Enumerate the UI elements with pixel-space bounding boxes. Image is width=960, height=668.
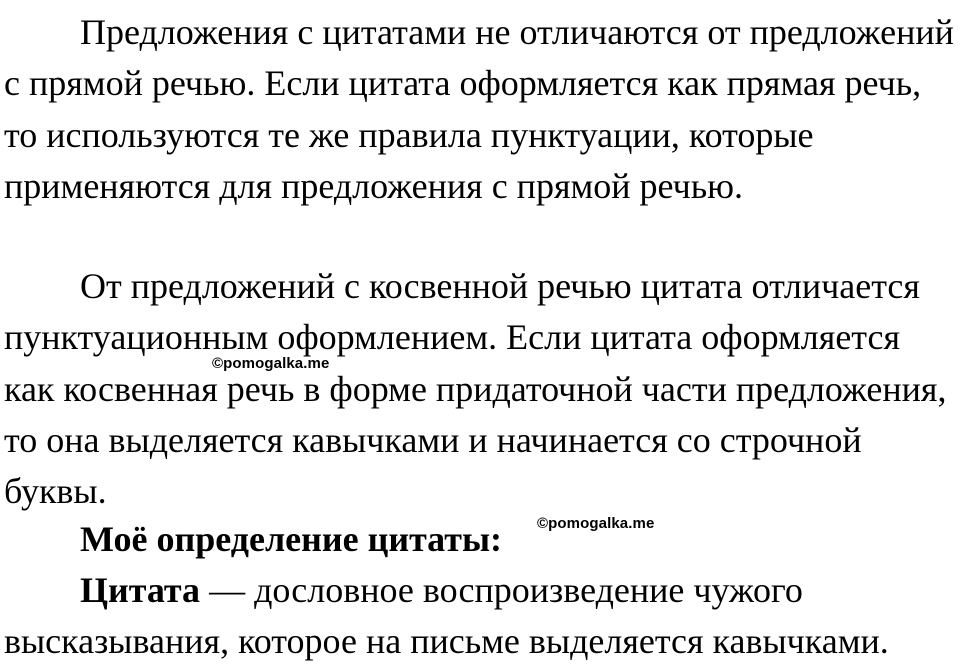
watermark: ©pomogalka.me — [537, 515, 655, 532]
paragraph-quotes-vs-direct-speech: Предложения с цитатами не отличаются от предложений с прямой речью. Если цитата оформляется как прямая речь, то используются те же правила пунктуации, которые применяются для предложения с прямой речью. — [4, 12, 954, 206]
paragraph-quotes-vs-indirect-speech: От предложений с косвенной речью цитата отличается пунктуационным оформлением. Если цитата оформляется как косвенная речь в форме придаточной части предложения, то она выделяется кавычками и начинается со строчной буквы. — [4, 266, 947, 512]
watermark: ©pomogalka.me — [212, 355, 330, 372]
definition-text: — дословное воспроизведение чужого высказывания, которое на письме выделяется кавычками. — [4, 570, 889, 662]
definition-paragraph — [4, 565, 954, 668]
definition-term: Цитата — [80, 570, 201, 610]
definition-heading: Моё определение цитаты: — [80, 519, 503, 559]
